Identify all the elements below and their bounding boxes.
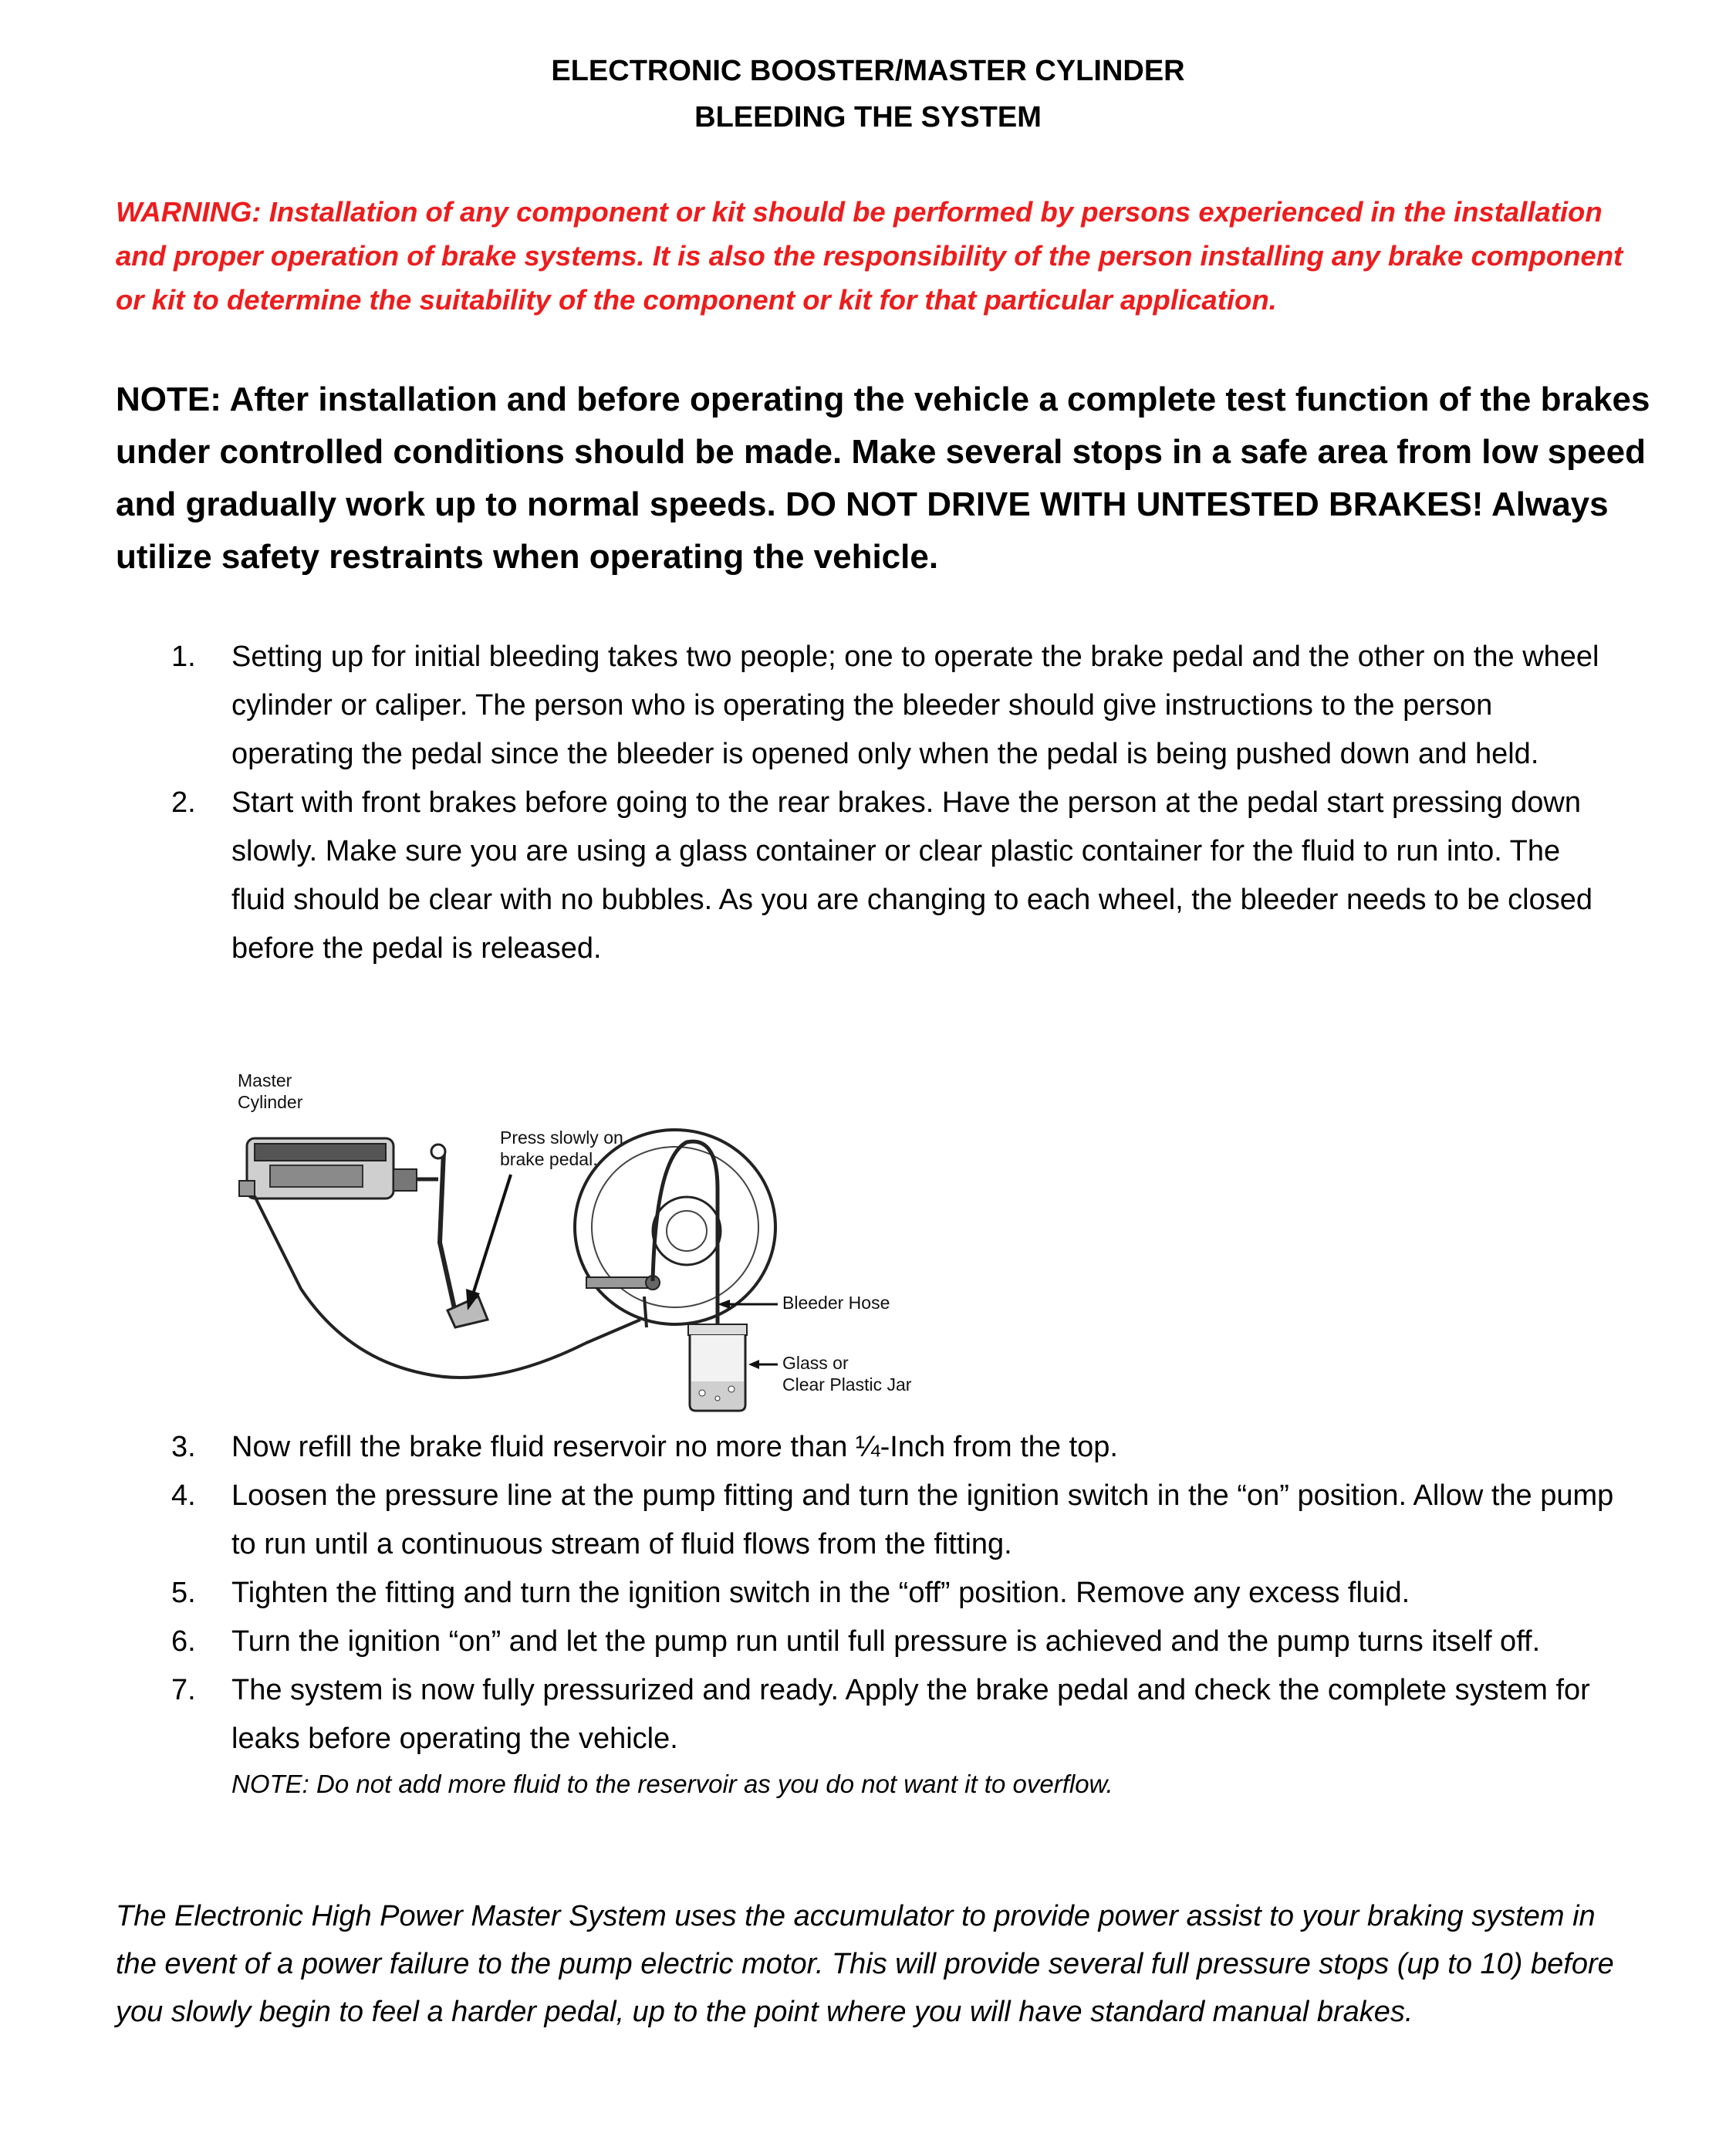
steps-list-part-2 — [0, 1423, 1736, 1805]
step-text: Now refill the brake fluid reservoir no more than ¼-Inch from the top. — [231, 1431, 1118, 1463]
bleeding-diagram-svg — [224, 1065, 995, 1420]
step-text: Loosen the pressure line at the pump fitting and turn the ignition switch in the “on” position. Allow the pump to run until a continuous stream of fluid flows from the fitting. — [231, 1479, 1614, 1560]
label-master: Master — [238, 1070, 292, 1090]
list-item — [0, 779, 1620, 973]
step-subnote: NOTE: Do not add more fluid to the reservoir as you do not want it to overflow. — [231, 1770, 1113, 1798]
master-cylinder-illustration — [239, 1138, 438, 1199]
step-text: Setting up for initial bleeding takes two people; one to operate the brake pedal and the other on the wheel cylinder or caliper. The person who is operating the bleeder should give instructions to the person operating the pedal since the bleeder is opened only when the pedal is being pushed down and held. — [231, 641, 1599, 770]
list-item — [0, 1472, 1620, 1569]
step-number: 5. — [171, 1577, 196, 1609]
step-number: 3. — [171, 1431, 196, 1463]
list-item — [0, 1423, 1620, 1472]
step-text: The system is now fully pressurized and ready. Apply the brake pedal and check the complete system for leaks before operating the vehicle. — [231, 1674, 1590, 1755]
label-glass-or: Glass or — [782, 1353, 849, 1373]
step-number: 2. — [171, 786, 196, 819]
document-subtitle: BLEEDING THE SYSTEM — [694, 101, 1042, 134]
safety-note: NOTE: After installation and before operating the vehicle a complete test function of the brakes under controlled conditions should be made. Make several stops in a safe area from low speed and gradually work up to normal speeds. DO NOT DRIVE WITH UNTESTED BRAKES! Always utilize safety restraints when operating the vehicle. — [116, 380, 1650, 576]
steps-list-part-1 — [0, 633, 1736, 973]
list-item — [0, 1618, 1620, 1666]
label-bleeder-hose: Bleeder Hose — [782, 1293, 890, 1313]
closing-paragraph: The Electronic High Power Master System uses the accumulator to provide power assist to your braking system in the event of a power failure to the pump electric motor. This will provide several full pressure stops (up to 10) before you slowly begin to feel a harder pedal, up to the point where you will have standard manual brakes. — [116, 1900, 1614, 2028]
label-brake-pedal: brake pedal. — [500, 1149, 598, 1169]
list-item — [0, 1666, 1620, 1805]
step-text: Start with front brakes before going to the rear brakes. Have the person at the pedal start pressing down slowly. Make sure you are using a glass container or clear plastic container for the fluid to run into. The fluid should be clear with no bubbles. As you are changing to each wheel, the bleeder needs to be closed before the pedal is released. — [231, 786, 1592, 965]
list-item — [0, 1569, 1620, 1618]
step-number: 6. — [171, 1625, 196, 1658]
document-title: ELECTRONIC BOOSTER/MASTER CYLINDER — [551, 55, 1185, 87]
label-cylinder: Cylinder — [238, 1092, 303, 1112]
warning-paragraph: WARNING: Installation of any component or kit should be performed by persons experienced in the installation and proper operation of brake systems. It is also the responsibility of the person installing any brake component or kit to determine the suitability of the component or kit for that particular application. — [116, 196, 1623, 316]
step-text: Turn the ignition “on” and let the pump run until full pressure is achieved and the pump turns itself off. — [231, 1625, 1541, 1658]
brake-pedal-illustration — [431, 1144, 488, 1327]
step-number: 7. — [171, 1674, 196, 1706]
label-clear-plastic-jar: Clear Plastic Jar — [782, 1374, 912, 1395]
fluid-jar-illustration — [688, 1324, 747, 1411]
label-press-slowly: Press slowly on — [500, 1128, 623, 1148]
list-item — [0, 633, 1620, 779]
bleeding-diagram — [224, 1065, 995, 1420]
step-number: 4. — [171, 1479, 196, 1512]
step-text: Tighten the fitting and turn the ignition switch in the “off” position. Remove any excess fluid. — [231, 1577, 1410, 1609]
step-number: 1. — [171, 641, 196, 673]
wheel-brake-illustration — [575, 1130, 775, 1327]
